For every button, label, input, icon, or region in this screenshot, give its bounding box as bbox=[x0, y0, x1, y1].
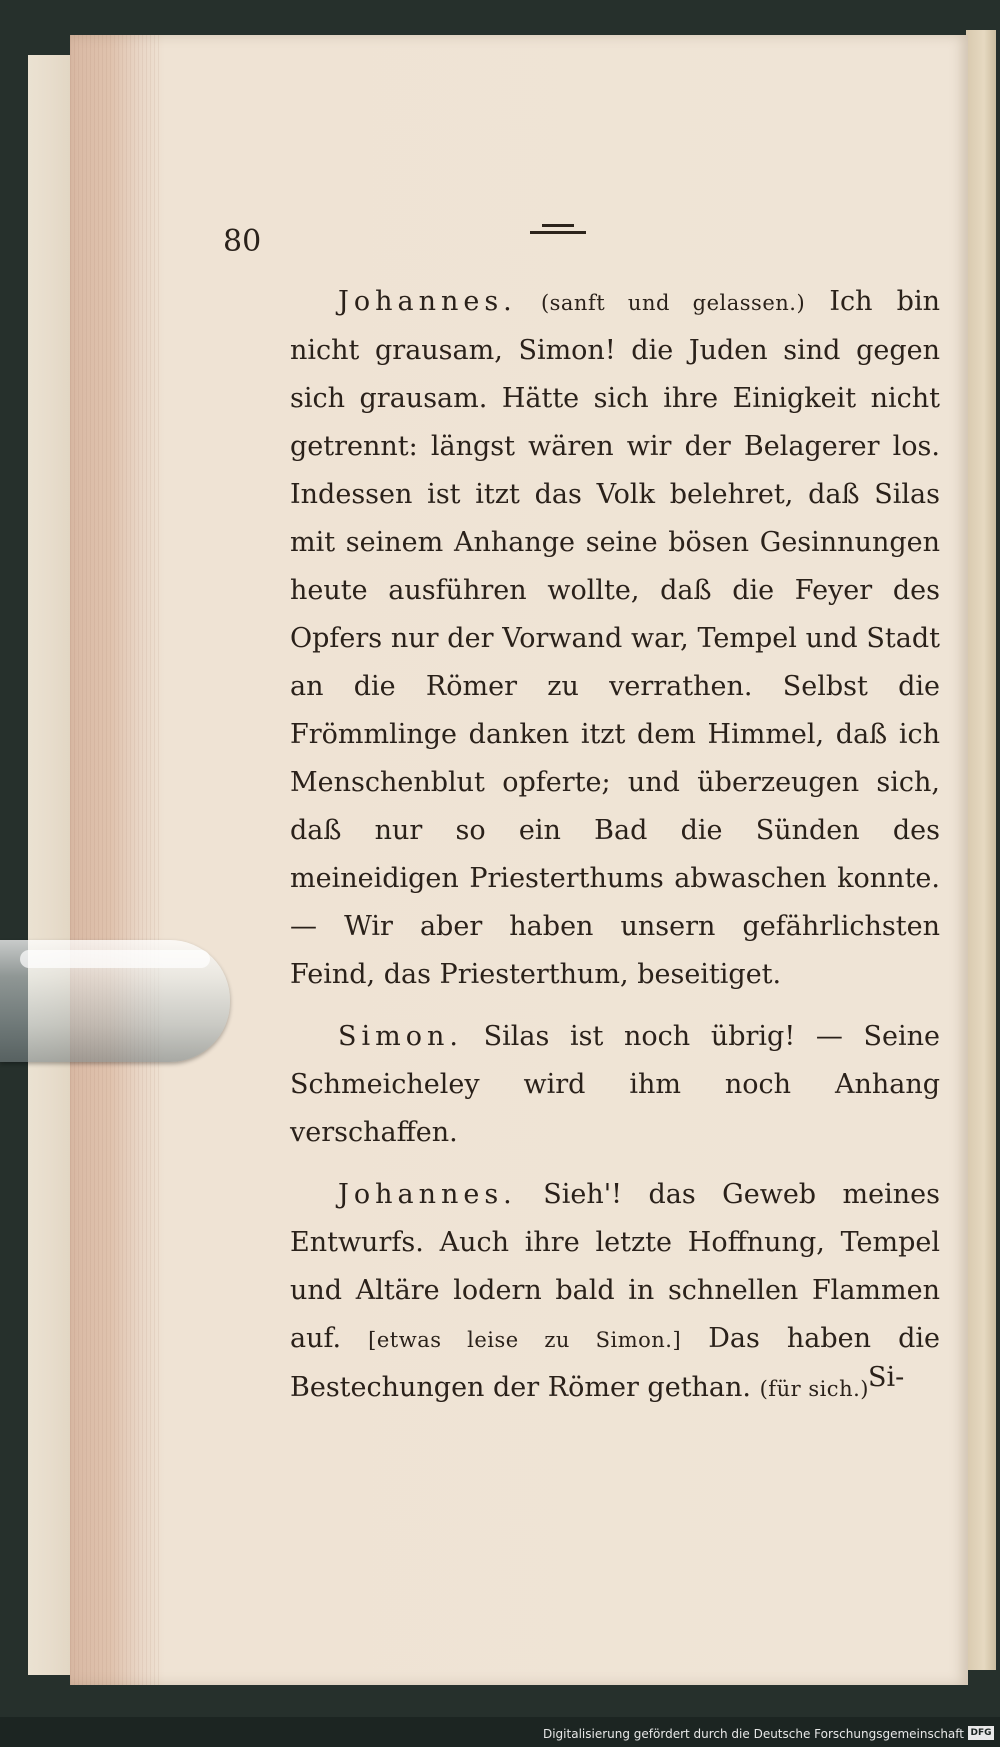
speaker-name: Johannes. bbox=[338, 1179, 517, 1210]
catchword: Si‐ bbox=[868, 1362, 905, 1393]
next-page-edge bbox=[966, 30, 996, 1670]
stage-direction: (sanft und gelassen.) bbox=[540, 291, 806, 315]
paragraph-johannes-1 bbox=[290, 278, 940, 999]
page-number: 80 bbox=[223, 224, 262, 259]
stage-direction: (für sich.) bbox=[759, 1377, 869, 1401]
paragraph-johannes-2 bbox=[290, 1171, 940, 1413]
dialogue-text: Das haben die Bestechungen der Römer gethan. bbox=[290, 1323, 940, 1403]
dfg-logo: DFG bbox=[968, 1726, 994, 1740]
digitization-credit: Digitalisierung gefördert durch die Deutsche Forschungsgemeinschaft bbox=[542, 1727, 964, 1741]
book-holder-clamp bbox=[0, 940, 230, 1062]
paragraph-simon bbox=[290, 1013, 940, 1157]
speaker-name: Simon. bbox=[338, 1021, 463, 1052]
text-block bbox=[290, 278, 940, 1413]
speaker-name: Johannes. bbox=[338, 286, 517, 317]
header-ornament bbox=[530, 224, 586, 242]
dialogue-text: Sieh'! das Geweb meines Entwurfs. Auch ihre letzte Hoffnung, Tempel und Altäre lodern bald in schnellen Flammen auf. bbox=[290, 1179, 940, 1354]
dialogue-text: Silas ist noch übrig! — Seine Schmeicheley wird ihm noch Anhang verschaffen. bbox=[290, 1021, 940, 1148]
stage-direction: [etwas leise zu Simon.] bbox=[368, 1328, 682, 1352]
holder-highlight bbox=[20, 950, 210, 968]
dialogue-text: Ich bin nicht grausam, Simon! die Juden sind gegen sich grausam. Hätte sich ihre Einigkeit nicht getrennt: längst wären wir der Belagerer los. Indessen ist itzt das Volk belehret, daß Silas mit seinem Anhange seine bösen Gesinnungen heute ausführen wollte, daß die Feyer des Opfers nur der Vorwand war, Tempel und Stadt an die Römer zu verrathen. Selbst die Frömmlinge danken itzt dem Himmel, daß ich Menschenblut opferte; und überzeugen sich, daß nur so ein Bad die Sünden des meineidigen Priesterthums abwaschen konnte. — Wir aber haben unsern gefährlichsten Feind, das Priesterthum, beseitiget. bbox=[290, 286, 940, 990]
